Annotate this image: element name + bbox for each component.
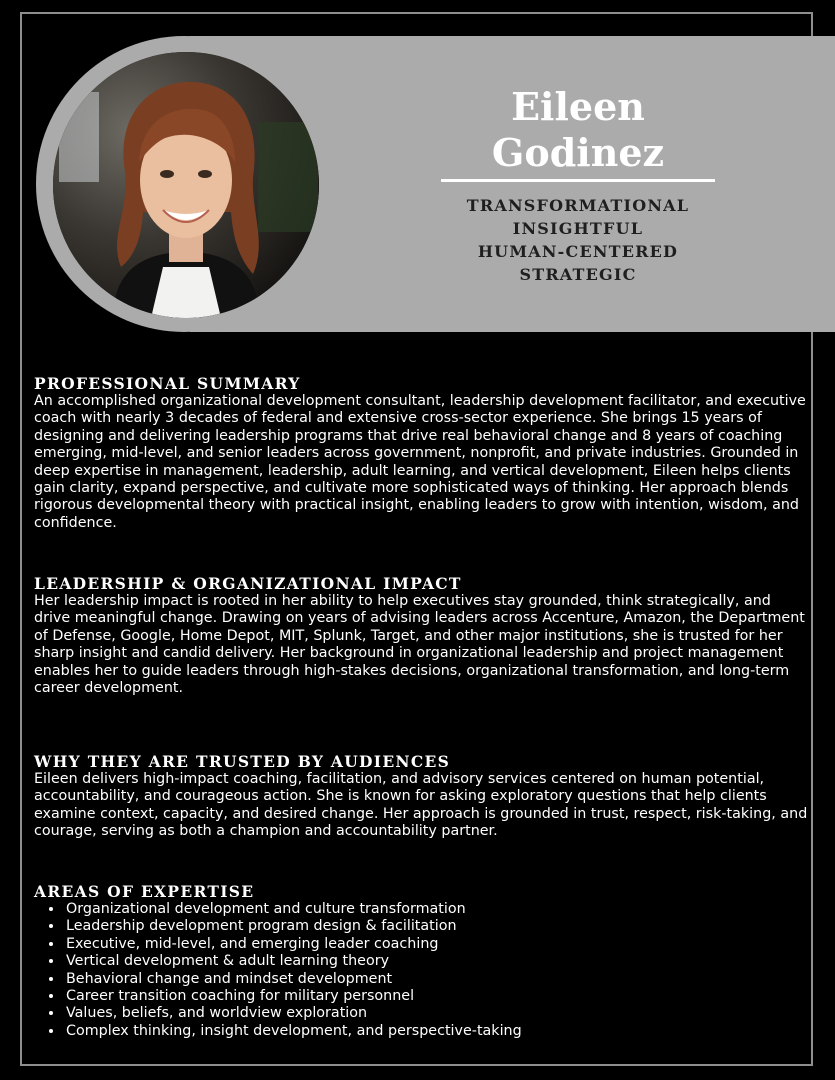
section-heading: AREAS OF EXPERTISE — [34, 882, 255, 901]
trait-item: HUMAN-CENTERED — [477, 242, 679, 261]
list-item: • Vertical development & adult learning theory — [64, 953, 809, 970]
leadership-impact-section — [34, 574, 809, 697]
section-body: An accomplished organizational development consultant, leadership development facilitator, and executive coach with nearly 3 decades of federal and extensive cross-sector experience. She brings 15 years of designing and delivering leadership programs that drive real behavioral change and 8 years of coaching emerging, mid-level, and senior leaders across government, nonprofit, and private industries. Grounded in deep expertise in management, leadership, adult learning, and vertical development, Eileen helps clients gain clarity, expand perspective, and cultivate more sophisticated ways of thinking. Her approach blends rigorous developmental theory with practical insight, enabling leaders to grow with intention, wisdom, and confidence. — [34, 393, 806, 531]
person-name — [440, 84, 716, 176]
name-first: Eileen — [511, 84, 645, 129]
list-item: • Complex thinking, insight development, and perspective-taking — [64, 1023, 809, 1040]
trait-item: INSIGHTFUL — [512, 219, 644, 238]
name-divider — [441, 179, 715, 182]
section-heading: LEADERSHIP & ORGANIZATIONAL IMPACT — [34, 574, 462, 593]
name-last: Godinez — [491, 130, 665, 175]
expertise-list — [34, 901, 809, 1040]
trait-item: STRATEGIC — [519, 265, 637, 284]
list-item: • Career transition coaching for military personnel — [64, 988, 809, 1005]
section-heading: WHY THEY ARE TRUSTED BY AUDIENCES — [34, 752, 451, 771]
trait-item: TRANSFORMATIONAL — [466, 196, 690, 215]
section-body: Her leadership impact is rooted in her ability to help executives stay grounded, think strategically, and drive meaningful change. Drawing on years of advising leaders across Accenture, Amazon, the Department of Defense, Google, Home Depot, MIT, Splunk, Target, and other major institutions, she is trusted for her sharp insight and candid delivery. Her background in organizational leadership and project management enables her to guide leaders through high-stakes decisions, organizational transformation, and long-term career development. — [34, 593, 805, 697]
list-item: • Values, beliefs, and worldview exploration — [64, 1005, 809, 1022]
trusted-by-audiences-section — [34, 752, 809, 841]
trait-list — [440, 194, 716, 286]
profile-photo — [53, 52, 319, 318]
list-item: • Leadership development program design & facilitation — [64, 918, 809, 935]
section-body: Eileen delivers high-impact coaching, facilitation, and advisory services centered on human potential, accountability, and courageous action. She is known for asking exploratory questions that help clients examine context, capacity, and desired change. Her approach is grounded in trust, respect, risk-taking, and courage, serving as both a champion and accountability partner. — [34, 771, 808, 840]
list-item: • Behavioral change and mindset development — [64, 971, 809, 988]
list-item: • Executive, mid-level, and emerging leader coaching — [64, 936, 809, 953]
section-heading: PROFESSIONAL SUMMARY — [34, 374, 301, 393]
professional-summary-section — [34, 374, 809, 532]
list-item: • Organizational development and culture transformation — [64, 901, 809, 918]
portrait-illustration — [53, 52, 319, 318]
areas-of-expertise-section — [34, 882, 809, 1040]
